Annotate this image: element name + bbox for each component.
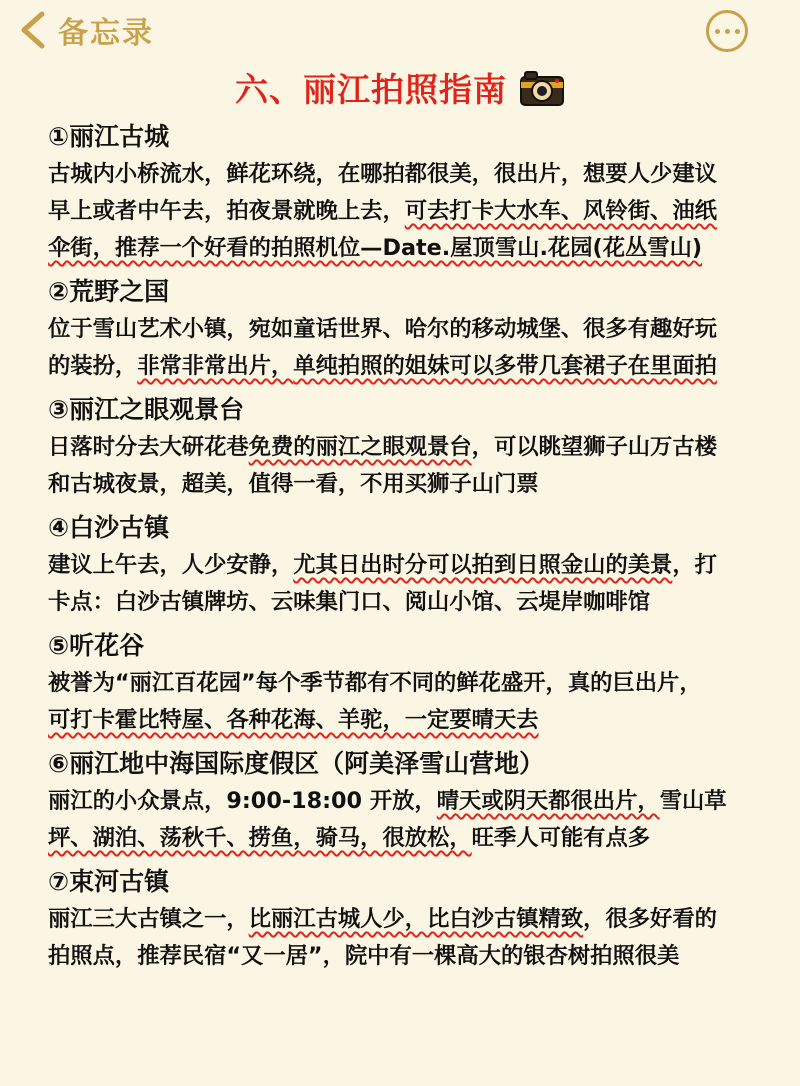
note-section — [48, 391, 778, 503]
body-text: 拍照点，推荐民宿“又一居”，院中有一棵高大的银杏树拍照很美 — [48, 943, 680, 969]
more-button[interactable] — [706, 10, 748, 52]
body-text: 和古城夜景，超美，值得一看，不用买狮子山门票 — [48, 471, 539, 497]
body-line — [48, 665, 778, 702]
section-title: ⑥丽江地中海国际度假区（阿美泽雪山营地） — [48, 749, 545, 778]
body-line — [48, 901, 778, 938]
body-text: 的装扮， — [48, 353, 138, 379]
body-text: 被誉为“丽江百花园”每个季节都有不同的鲜花盛开，真的巨出片， — [48, 670, 702, 696]
body-text: ，很多好看的 — [583, 906, 717, 932]
section-title: ⑤听花谷 — [48, 631, 145, 660]
back-label: 备忘录 — [58, 16, 154, 51]
section-title: ②荒野之国 — [48, 277, 170, 306]
body-text: ，打 — [672, 552, 717, 578]
body-line — [48, 702, 778, 739]
note-section — [48, 509, 778, 621]
highlighted-text: 尤其日出时分可以拍到日照金山的美景 — [293, 552, 673, 578]
body-text: 早上或者中午去，拍夜景就晚上去， — [48, 198, 405, 224]
highlighted-text: 免费的丽江之眼观景台 — [248, 434, 472, 460]
body-text: 位于雪山艺术小镇，宛如童话世界、哈尔的移动城堡、很多有趣好玩 — [48, 316, 717, 342]
body-line — [48, 193, 778, 230]
highlighted-text: 可去打卡大水车、风铃街、油纸 — [404, 198, 717, 224]
highlighted-text: 比丽江古城人少，比白沙古镇精致 — [248, 906, 584, 932]
page-title: 六、丽江拍照指南 — [235, 70, 507, 109]
body-text: 丽江三大古镇之一， — [48, 906, 249, 932]
highlighted-text: 晴天或阴天都很出片， — [436, 788, 660, 814]
section-title: ④白沙古镇 — [48, 513, 170, 542]
top-bar — [0, 0, 800, 60]
body-line — [48, 783, 778, 820]
body-text: 旺季人可能有点多 — [471, 825, 651, 851]
body-line — [48, 156, 778, 193]
body-text: 卡点：白沙古镇牌坊、云味集门口、阅山小馆、云堤岸咖啡馆 — [48, 589, 651, 615]
body-text: 建议上午去，人少安静， — [48, 552, 294, 578]
chevron-left-icon — [14, 8, 54, 52]
section-title: ⑦束河古镇 — [48, 867, 170, 896]
more-dot — [725, 29, 730, 34]
body-line — [48, 311, 778, 348]
body-text: 丽江的小众景点，9:00-18:00 开放， — [48, 788, 437, 814]
body-line — [48, 429, 778, 466]
body-text: 雪山草 — [659, 788, 727, 814]
highlighted-text: 伞街，推荐一个好看的拍照机位—Date.屋顶雪山.花园(花丛雪山) — [48, 235, 703, 261]
title-row — [0, 64, 800, 111]
highlighted-text: 非常非常出片， — [137, 353, 294, 379]
note-section — [48, 273, 778, 385]
camera-emoji-icon — [519, 68, 565, 108]
highlighted-text: 可打卡霍比特屋、各种花海、羊驼，一定要晴天去 — [48, 707, 539, 733]
note-section — [48, 627, 778, 739]
body-text: 日落时分去大研花巷 — [48, 434, 249, 460]
section-title: ③丽江之眼观景台 — [48, 395, 245, 424]
body-line — [48, 348, 778, 385]
more-dots-icon — [715, 29, 720, 34]
note-section — [48, 745, 778, 857]
body-text: 古城内小桥流水，鲜花环绕，在哪拍都很美，很出片，想要人少建议 — [48, 161, 717, 187]
more-dot — [735, 29, 740, 34]
body-text: ，可以眺望狮子山万古楼 — [471, 434, 717, 460]
back-button[interactable] — [14, 8, 154, 52]
body-line — [48, 547, 778, 584]
body-line — [48, 938, 778, 975]
note-content — [48, 118, 778, 981]
section-title: ①丽江古城 — [48, 122, 170, 151]
body-line — [48, 820, 778, 857]
body-line — [48, 466, 778, 503]
highlighted-text: 单纯拍照的姐妹可以多带几套裙子在里面拍 — [293, 353, 717, 379]
highlighted-text: 坪、湖泊、荡秋千、捞鱼，骑马，很放松， — [48, 825, 472, 851]
body-line — [48, 584, 778, 621]
note-section — [48, 118, 778, 267]
body-line — [48, 230, 778, 267]
note-section — [48, 863, 778, 975]
